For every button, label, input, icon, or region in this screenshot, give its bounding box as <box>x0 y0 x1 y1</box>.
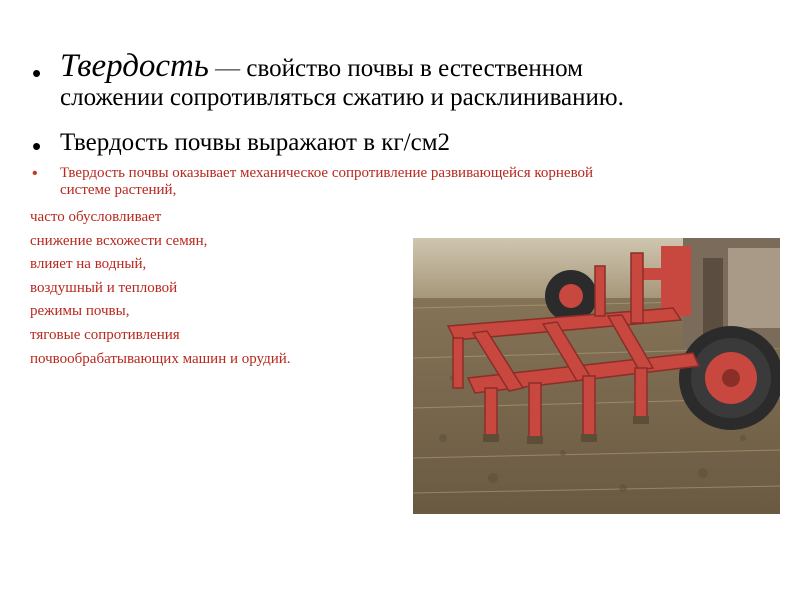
bullet-dot: • <box>32 131 42 161</box>
definition-text <box>60 48 772 112</box>
effects-line: режимы почвы, <box>30 303 130 320</box>
effect-line1: Твердость почвы оказывает механическое сопротивление развивающейся корневой <box>60 165 594 181</box>
units-text: Твердость почвы выражают в кг/см2 <box>60 129 451 156</box>
effect-text <box>60 165 777 199</box>
cultivator-photo <box>413 238 780 514</box>
effect-line2: системе растений, <box>60 182 177 198</box>
bullet-dot: • <box>32 58 42 88</box>
definition-line2: сложении сопротивляться сжатию и расклиниванию. <box>60 84 624 111</box>
dash: — <box>208 55 247 82</box>
effect-bullet <box>32 165 777 199</box>
effects-line: влияет на водный, <box>30 256 147 273</box>
effects-line: почвообрабатывающих машин и орудий. <box>30 350 291 367</box>
term-hardness: Твердость <box>60 48 209 84</box>
definition-bullet <box>32 48 772 112</box>
effects-line: тяговые сопротивления <box>30 326 180 343</box>
bullet-dot-red: • <box>32 165 38 182</box>
effects-line: часто обусловливает <box>30 209 162 225</box>
definition-line1: свойство почвы в естественном <box>246 55 583 82</box>
effects-list <box>30 206 291 371</box>
units-bullet <box>32 128 772 161</box>
effects-line: воздушный и тепловой <box>30 279 178 296</box>
effects-line: снижение всхожести семян, <box>30 232 208 249</box>
